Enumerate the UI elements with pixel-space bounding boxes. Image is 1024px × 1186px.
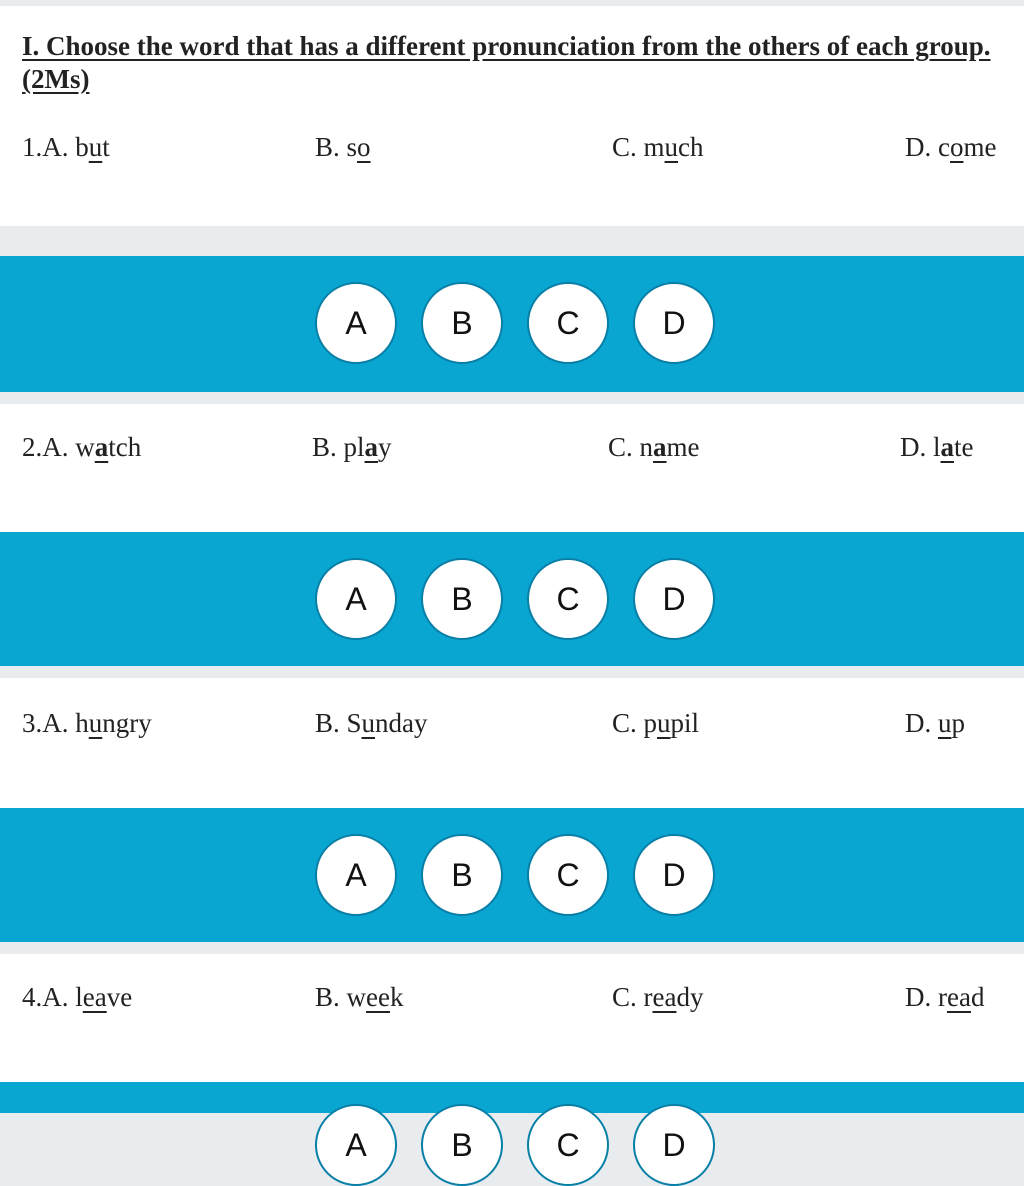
question-2-options	[0, 432, 1024, 492]
answer-band-4	[0, 1082, 1024, 1163]
q1-answer-c-button[interactable]: C	[527, 282, 609, 364]
q3-option-b: B. Sunday	[315, 708, 428, 738]
q3-option-a: 3.A. hungry	[22, 708, 152, 738]
q1-option-d: D. come	[905, 132, 997, 162]
answer-band-2	[0, 532, 1024, 666]
question-card-1	[0, 6, 1024, 226]
q4-option-b: B. week	[315, 982, 404, 1012]
question-4-options	[0, 982, 1024, 1042]
q2-option-d: D. late	[900, 432, 974, 462]
question-1-options	[0, 132, 1024, 192]
answer-band-1	[0, 256, 1024, 392]
q1-answer-a-button[interactable]: A	[315, 282, 397, 364]
question-3-options	[0, 708, 1024, 768]
q4-answer-c-button[interactable]: C	[527, 1104, 609, 1186]
section-title: I. Choose the word that has a different pronunciation from the others of each group. (2Ms)	[22, 31, 991, 94]
q3-option-c: C. pupil	[612, 708, 700, 738]
question-card-2	[0, 404, 1024, 532]
q2-answer-a-button[interactable]: A	[315, 558, 397, 640]
q4-option-c: C. ready	[612, 982, 704, 1012]
q1-option-a: 1.A. but	[22, 132, 110, 162]
q1-answer-b-button[interactable]: B	[421, 282, 503, 364]
q2-answer-b-button[interactable]: B	[421, 558, 503, 640]
q3-answer-a-button[interactable]: A	[315, 834, 397, 916]
q3-option-d: D. up	[905, 708, 965, 738]
q1-answer-d-button[interactable]: D	[633, 282, 715, 364]
q2-answer-d-button[interactable]: D	[633, 558, 715, 640]
question-card-3	[0, 678, 1024, 808]
q4-option-a: 4.A. leave	[22, 982, 133, 1012]
q3-answer-c-button[interactable]: C	[527, 834, 609, 916]
q4-answer-d-button[interactable]: D	[633, 1104, 715, 1186]
answer-band-3	[0, 808, 1024, 942]
q3-answer-d-button[interactable]: D	[633, 834, 715, 916]
q2-option-b: B. play	[312, 432, 392, 462]
q2-answer-c-button[interactable]: C	[527, 558, 609, 640]
q3-answer-b-button[interactable]: B	[421, 834, 503, 916]
q4-option-d: D. read	[905, 982, 985, 1012]
q2-option-a: 2.A. watch	[22, 432, 142, 462]
question-card-4	[0, 954, 1024, 1082]
q2-option-c: C. name	[608, 432, 700, 462]
q4-answer-b-button[interactable]: B	[421, 1104, 503, 1186]
q1-option-b: B. so	[315, 132, 371, 162]
q4-answer-a-button[interactable]: A	[315, 1104, 397, 1186]
q1-option-c: C. much	[612, 132, 704, 162]
